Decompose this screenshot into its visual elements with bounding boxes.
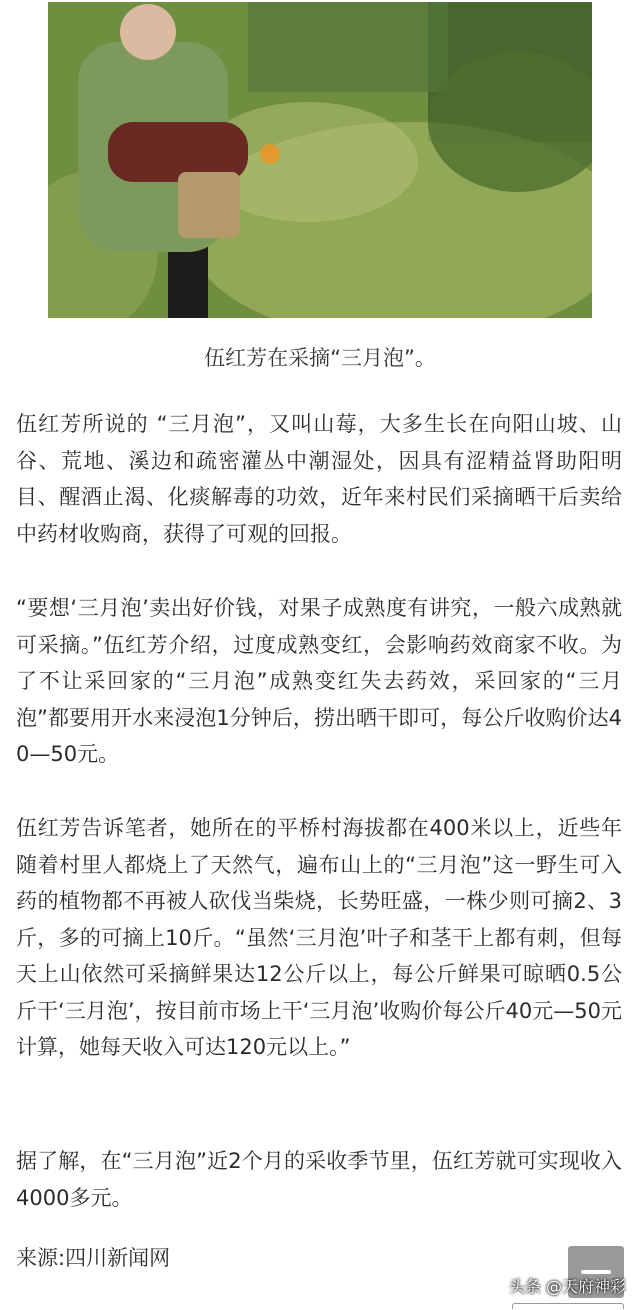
minus-bar-icon	[581, 1270, 611, 1274]
bottom-tab-outline	[512, 1303, 624, 1309]
article-paragraph-4: 据了解，在“三月泡”近2个月的采收季节里，伍红芳就可实现收入4000多元。	[16, 1149, 622, 1210]
watermark: 头条 @天府神彩	[508, 1277, 626, 1296]
article-photo	[48, 2, 592, 318]
article-paragraph-3: 伍红芳告诉笔者，她所在的平桥村海拔都在400米以上，近些年随着村里人都烧上了天然气，遍布山上的“三月泡”这一野生可入药的植物都不再被人砍伐当柴烧，长势旺盛，一株少则可摘2、3斤，多的可摘上10斤。“虽然‘三月泡’叶子和茎干上都有刺，但每天上山依然可采摘鲜果达12公斤以上，每公斤鲜果可晾晒0.5公斤干‘三月泡’，按目前市场上干‘三月泡’收购价每公斤40元—50元计算，她每天收入可达120元以上。”	[16, 816, 622, 1059]
article-paragraph-2: “要想‘三月泡’卖出好价钱，对果子成熟度有讲究，一般六成熟就可采摘。”伍红芳介绍，过度成熟变红，会影响药效商家不收。为了不让采回家的“三月泡”成熟变红失去药效，采回家的“三月泡”都要用开水来浸泡1分钟后，捞出晒干即可，每公斤收购价达40—50元。	[16, 596, 622, 766]
article-paragraph-1: 伍红芳所说的 “三月泡”，又叫山莓，大多生长在向阳山坡、山谷、荒地、溪边和疏密灌丛中潮湿处，因具有涩精益肾助阳明目、醒酒止渴、化痰解毒的功效，近年来村民们采摘晒干后卖给中药材收购商，获得了可观的回报。	[16, 412, 622, 546]
photo-caption: 伍红芳在采摘“三月泡”。	[204, 346, 436, 370]
article-source: 来源:四川新闻网	[16, 1246, 171, 1270]
